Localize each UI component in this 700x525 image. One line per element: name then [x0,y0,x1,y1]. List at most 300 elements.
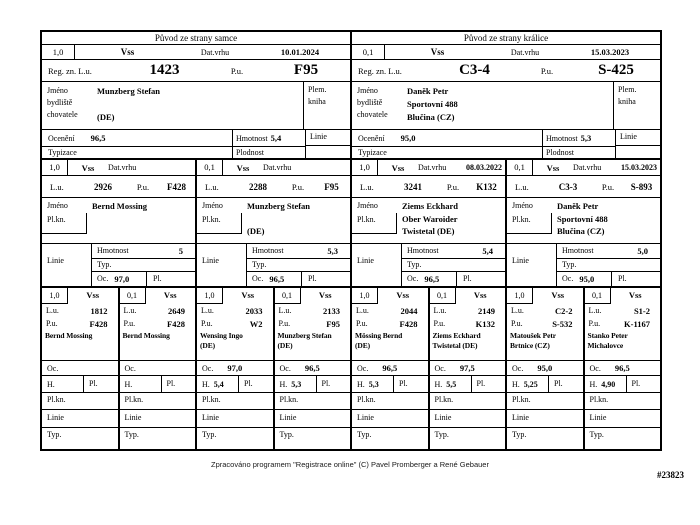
typizace-label: Typizace [42,146,232,158]
gen3-cell [583,286,663,451]
weight-row [430,375,506,392]
breeder-block [197,198,350,243]
pu-row [42,317,118,330]
gen2-header-row [352,160,505,176]
pu-row [585,317,661,330]
pu-label: P.u. [588,319,601,328]
pu-label: P.u. [433,319,446,328]
gen2-header-row [197,160,350,176]
pu-label: P.u. [446,181,460,192]
pu-label: P.u. [511,319,523,328]
oc-cell [42,360,118,375]
lu-row [197,304,273,317]
lu-row [352,304,428,317]
lu-number: 2649 [168,305,185,316]
breed-code: Vss [628,290,642,300]
lu-number: 2926 [94,181,112,192]
sex-code: 0,1 [430,288,456,304]
typ-label: Typ. [352,427,428,449]
h-cell [507,376,549,392]
hmotnost-label: Hmotnost [546,133,578,143]
breeder-name: Matoušek Petr Brtnice (CZ) [510,331,556,350]
lu-number: 2288 [249,181,267,192]
lu-row [275,304,351,317]
hmotnost-value: 5,3 [580,133,592,143]
sex-code: 0,1 [197,160,223,175]
sex-code: 1,0 [352,288,378,304]
lu-label: L.u. [278,306,292,315]
breed-code: Vss [396,290,410,300]
oc-cell [585,360,661,375]
pl-label: Pl. [321,379,331,388]
linie-label: Linie [507,244,557,286]
gen3-cell [428,286,508,451]
hmotnost-label: Hmotnost [97,246,129,256]
pl-label: Pl. [399,379,408,388]
pu-number: F428 [167,181,186,192]
oc-value: 95,0 [579,273,595,284]
sex-code: 0,1 [352,45,385,59]
pu-label: P.u. [46,319,58,328]
gen3-header [507,288,583,360]
oc-label: Oc. [202,363,214,373]
pu-row [352,317,428,330]
gen1-cell [40,30,352,160]
typ-label: Typ. [430,427,506,449]
typ-label: Typ. [247,259,350,272]
pl-label: Pl. [631,379,641,388]
birth-date: 10.01.2024 [280,47,320,57]
pu-label: P.u. [201,319,213,328]
h-label: H. [124,379,133,389]
plkn-label: Pl.kn. [507,392,583,409]
typ-label: Typ. [585,427,661,449]
plkn-label: Pl.kn. [507,213,552,234]
hmotnost-value: 5,0 [637,245,648,256]
breeder-name: Daněk Petr Sportovní 488 Blučina (CZ) [557,201,608,236]
rating-block [352,243,505,286]
breed-code: Vss [430,47,445,57]
linie-empty-cell [615,146,660,158]
oc-label: Oc. [434,363,446,373]
pu-row [197,317,273,330]
pu-label: P.u. [356,319,368,328]
oc-row [402,272,505,286]
gen3-cell [195,286,275,451]
typ-label: Typ. [507,427,583,449]
oc-cell [402,272,457,286]
gen3-header [42,288,118,360]
oc-row [247,272,350,286]
rating-grid [352,130,660,158]
gen3-row [40,286,662,451]
oc-value: 96,5 [614,363,630,373]
breeder-row [352,82,660,130]
pu-label: P.u. [136,181,150,192]
weight-row [42,375,118,392]
hmotnost-label: Hmotnost [407,246,439,256]
gen3-header [585,288,661,360]
oc-cell [275,360,351,375]
oc-value: 97,0 [227,363,243,373]
gen2-id-row [352,176,505,198]
lu-row [430,304,506,317]
weight-row [120,375,196,392]
oc-label: Oc. [407,274,419,284]
lu-label: L.u. [356,306,369,315]
h-label: H. [202,379,210,389]
oc-cell [507,360,583,375]
pu-number: K-1167 [624,318,650,329]
lu-row [42,304,118,317]
breeder-block [42,198,195,243]
pu-label: P.u. [278,319,291,328]
gen2-row [40,158,662,288]
linie-label: Linie [42,409,118,427]
oc-value: 96,5 [424,273,440,284]
lu-number: 2133 [323,305,340,316]
breed-code: Vss [551,290,565,300]
breeder-name: Bernd Mossing [45,331,93,340]
breeder-block [507,198,660,243]
oc-label: Oc. [512,363,524,373]
lu-label: L.u. [433,306,447,315]
pl-label: Pl. [244,379,253,388]
hmotnost-value: 5 [178,245,183,256]
pu-number: W2 [249,318,263,329]
pedigree-table [40,30,662,451]
oceneni-value: 95,0 [400,133,416,143]
hmotnost-cell [92,244,195,259]
typ-label: Typ. [92,259,195,272]
birth-date: 08.03.2022 [466,163,502,172]
pl-label: Pl. [89,379,98,388]
oc-label: Oc. [279,363,291,373]
lu-label: L.u. [46,306,59,315]
gen2-id-row [507,176,660,198]
hmotnost-label: Hmotnost [562,246,594,256]
h-label: H. [357,379,365,389]
plkn-label: Pl.kn. [197,213,242,234]
breeder-name: Bernd Mossing [92,201,148,211]
lu-row [120,304,196,317]
breeder-name: Munzberg Stefan (DE) [97,86,161,122]
pu-number: S-532 [552,318,573,329]
linie-label: Linie [42,244,92,286]
pu-number: F95 [326,318,340,329]
typ-label: Typ. [557,259,660,272]
gen2-id-row [197,176,350,198]
typ-label: Typ. [402,259,505,272]
dat-vrhu-label: Dat.vrhu [510,47,540,57]
lu-label: L.u. [511,306,524,315]
lu-label: L.u. [201,306,214,315]
gen3-cell [118,286,198,451]
h-value: 5,4 [213,379,224,389]
pu-number: K132 [475,318,495,329]
h-label: H. [47,379,55,389]
oc-label: Oc. [357,363,369,373]
oc-value: 96,5 [382,363,398,373]
lu-label: L.u. [50,181,64,192]
lu-label: L.u. [205,181,219,192]
h-value: 5,25 [523,379,538,389]
h-cell [352,376,394,392]
oc-row [557,272,660,286]
weight-row [197,375,273,392]
lu-number: C3-3 [558,181,578,192]
breeder-label: Jméno bydliště chovatele [357,86,388,119]
h-label: H. [434,379,443,389]
h-cell [430,376,472,392]
breeder-name: Ziems Eckhard Twistetal (DE) [432,331,481,350]
pu-number: K132 [476,181,497,192]
rating-grid [42,130,350,158]
breed-code: Vss [81,162,95,173]
breed-code: Vss [318,290,332,300]
sex-code: 0,1 [507,160,533,175]
sex-code: 0,1 [275,288,301,304]
breed-code: Vss [241,290,255,300]
pu-number: S-893 [630,181,653,192]
gen2-cell [350,158,507,288]
gen3-cell [40,286,120,451]
linie-label: Linie [197,409,273,427]
birth-date: 15.03.2023 [621,163,657,172]
typ-label: Typ. [275,427,351,449]
h-label: H. [589,379,598,389]
dat-vrhu-label: Dat.vrhu [200,47,230,57]
h-cell [42,376,84,392]
oc-cell [197,360,273,375]
jmeno-label: Jméno [357,201,378,210]
oc-value: 96,5 [269,273,285,284]
hmotnost-cell [232,130,305,146]
dat-vrhu-label: Dat.vrhu [573,163,602,172]
pu-number: F95 [324,181,339,192]
dat-vrhu-label: Dat.vrhu [108,163,137,172]
linie-label: Linie [197,244,247,286]
pu-row [430,317,506,330]
linie-label: Linie [352,409,428,427]
linie-label: Linie [507,409,583,427]
dat-vrhu-label: Dat.vrhu [418,163,447,172]
gen1-header-row [352,45,660,60]
lu-number: 3241 [404,181,422,192]
breed-code: Vss [86,290,100,300]
reg-label: Reg. zn. L.u. [48,65,92,76]
h-value: 5,5 [446,379,457,389]
registration-row [352,60,660,82]
oc-label: Oc. [589,363,601,373]
breeder-label: Jméno bydliště chovatele [47,86,78,119]
gen3-cell [505,286,585,451]
registration-row [42,60,350,82]
linie-label: Linie [585,409,661,427]
pu-label: P.u. [291,181,305,192]
breeder-name: Munzberg Stefan (DE) [247,201,311,236]
h-cell [585,376,627,392]
pl-label: Pl. [476,379,486,388]
typ-label: Typ. [120,427,196,449]
gen3-header [430,288,506,360]
lu-number: 1812 [90,305,108,316]
oc-value: 95,0 [537,363,553,373]
breed-code: Vss [546,162,560,173]
linie-label: Linie [352,244,402,286]
lu-row [507,304,583,317]
lu-number: 2033 [245,305,263,316]
h-label: H. [279,379,288,389]
plem-kniha-label: Plem. kniha [303,82,350,129]
lu-label: L.u. [123,306,137,315]
h-label: H. [512,379,520,389]
oceneni-label: Ocenění [48,133,75,143]
pl-label: Pl. [166,379,176,388]
gen3-header [275,288,351,360]
pu-label: P.u. [230,65,244,76]
gen2-header-row [507,160,660,176]
plkn-label: Pl.kn. [585,392,661,409]
weight-row [352,375,428,392]
linie-label: Linie [615,130,660,146]
weight-row [507,375,583,392]
jmeno-label: Jméno [47,201,68,210]
gen1-row [40,30,662,160]
document-number: #23823 [657,470,684,480]
pu-row [120,317,196,330]
h-value: 5,3 [291,379,302,389]
hmotnost-value: 5,4 [270,133,282,143]
reg-number: 1423 [149,62,180,78]
linie-label: Linie [120,409,196,427]
sex-code: 1,0 [42,45,75,59]
sex-code: 1,0 [507,288,533,304]
typ-label: Typ. [197,427,273,449]
sex-code: 1,0 [197,288,223,304]
h-cell [120,376,162,392]
pl-label: Pl. [618,273,627,283]
breeder-name: Wensing Ingo (DE) [200,331,243,350]
oc-value: 96,5 [304,363,320,373]
reg-label: Reg. zn. L.u. [358,65,402,76]
pu-number: F428 [399,318,418,329]
oceneni-cell [352,130,542,146]
pl-label: Pl. [554,379,563,388]
plem-kniha-label: Plem. kniha [613,82,660,129]
breeder-name: Ziems Eckhard Ober Waroider Twistetal (DE) [402,201,458,236]
h-value: 4,90 [601,379,616,389]
dat-vrhu-label: Dat.vrhu [263,163,292,172]
oceneni-cell [42,130,232,146]
pl-label: Pl. [153,273,162,283]
breeder-name: Daněk Petr Sportovní 488 Blučina (CZ) [407,86,458,122]
jmeno-label: Jméno [202,201,223,210]
gen2-cell [40,158,197,288]
gen1-header-row [42,45,350,60]
oc-cell [352,360,428,375]
hmotnost-cell [542,130,615,146]
weight-row [275,375,351,392]
oc-label: Oc. [252,274,264,284]
pl-label: Pl. [463,273,472,283]
oc-label: Oc. [124,363,136,373]
gen3-cell [350,286,430,451]
origin-title: Původ ze strany samce [42,32,350,45]
plkn-label: Pl.kn. [120,392,196,409]
breed-code: Vss [120,47,135,57]
hmotnost-value: 5,4 [482,245,493,256]
gen3-header [352,288,428,360]
plkn-label: Pl.kn. [42,392,118,409]
pu-number: F428 [89,318,108,329]
plkn-label: Pl.kn. [352,392,428,409]
sex-code: 0,1 [120,288,146,304]
lu-number: 2149 [478,305,495,316]
plodnost-label: Plodnost [232,146,305,158]
sex-code: 1,0 [42,288,68,304]
oc-cell [120,360,196,375]
gen3-header [120,288,196,360]
hmotnost-cell [247,244,350,259]
oc-label: Oc. [47,363,59,373]
lu-number: S1-2 [633,305,650,316]
lu-row [585,304,661,317]
jmeno-label: Jméno [512,201,533,210]
lu-number: C2-2 [555,305,573,316]
typ-label: Typ. [42,427,118,449]
hmotnost-label: Hmotnost [252,246,284,256]
breeder-row [42,82,350,130]
plkn-label: Pl.kn. [275,392,351,409]
h-cell [275,376,317,392]
oc-value: 97,0 [114,273,130,284]
plodnost-label: Plodnost [542,146,615,158]
breeder-name: Stanko Peter Michalovce [587,331,628,350]
oc-cell [92,272,147,286]
oceneni-value: 96,5 [90,133,106,143]
rating-block [197,243,350,286]
h-value: 5,3 [368,379,379,389]
linie-label: Linie [430,409,506,427]
pu-number: F428 [167,318,185,329]
origin-title: Původ ze strany králice [352,32,660,45]
lu-number: 2044 [400,305,418,316]
breeder-name: Bernd Mossing [122,331,170,340]
oc-cell [247,272,302,286]
typizace-label: Typizace [352,146,542,158]
pu-row [507,317,583,330]
sex-code: 1,0 [42,160,68,175]
hmotnost-cell [402,244,505,259]
weight-row [585,375,661,392]
rating-block [507,243,660,286]
breed-code: Vss [163,290,177,300]
breed-code: Vss [236,162,250,173]
oc-row [92,272,195,286]
pu-label: P.u. [123,319,136,328]
gen3-header [197,288,273,360]
pu-number: S-425 [598,62,634,78]
linie-label: Linie [275,409,351,427]
hmotnost-value: 5,3 [327,245,338,256]
linie-empty-cell [305,146,350,158]
rating-block [42,243,195,286]
birth-date: 15.03.2023 [590,47,630,57]
lu-label: L.u. [588,306,602,315]
gen2-header-row [42,160,195,176]
oc-label: Oc. [97,274,109,284]
